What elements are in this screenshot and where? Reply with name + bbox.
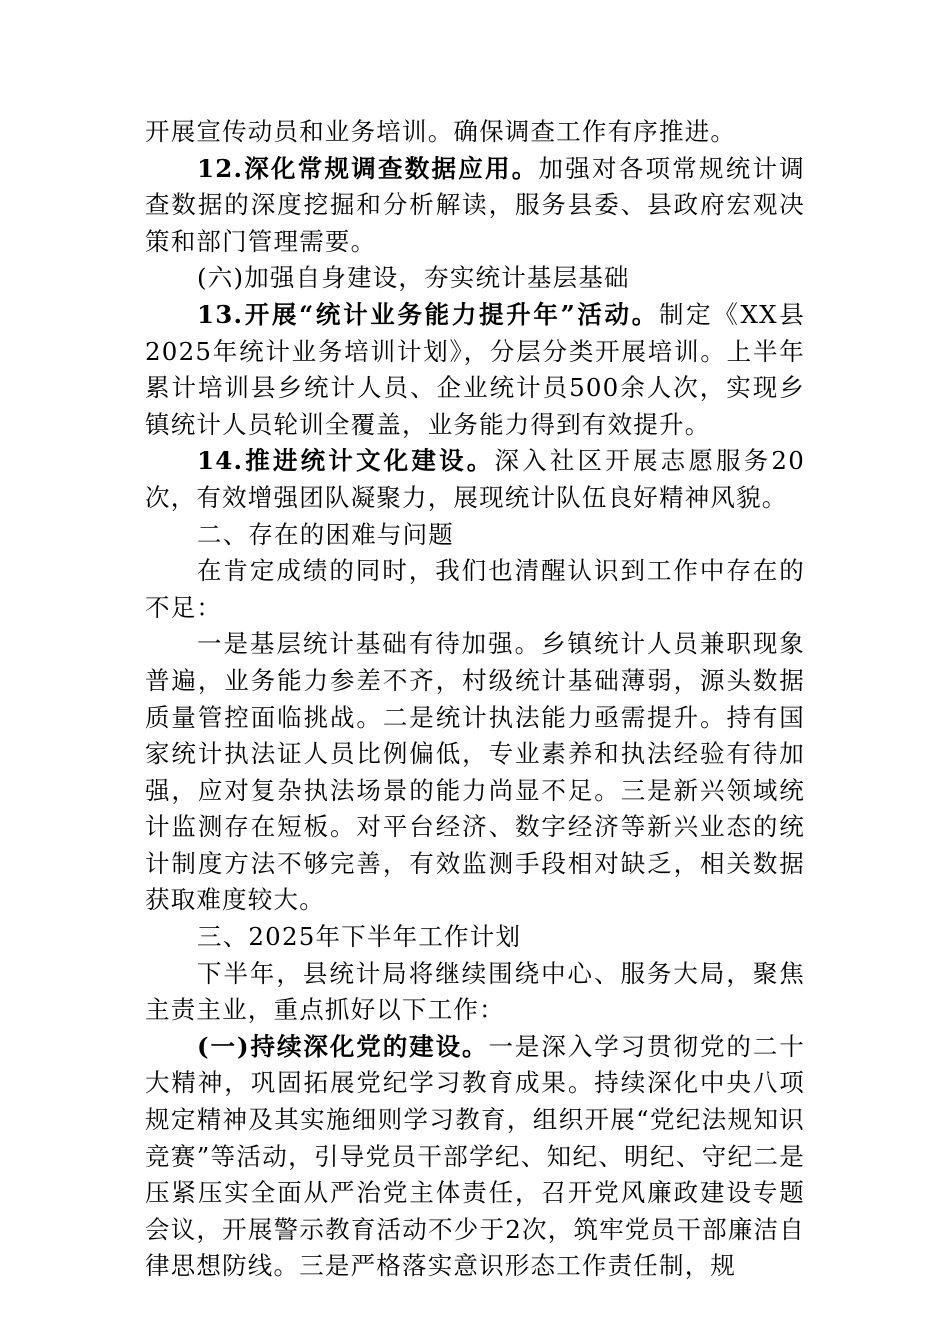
paragraph-text: 一是深入学习贯彻党的二十大精神，巩固拓展党纪学习教育成果。持续深化中央八项规定精神及其实施细则学习教育，组织开展“党纪法规知识竞赛”等活动，引导党员干部学纪、知纪、明纪、守纪二是压紧压实全面从严治党主体责任，召开党风廉政建设专题会议，开展警示教育活动不少于2次，筑牢党员干部廉洁自律思想防线。三是严格落实意识形态工作责任制，规	[145, 1031, 805, 1281]
paragraph-1	[145, 114, 805, 151]
paragraph-2	[145, 151, 805, 261]
paragraph-text: 加强对各项常规统计调查数据的深度挖掘和分析解读，服务县委、县政府宏观决策和部门管理需要。	[145, 153, 805, 256]
paragraph-7	[145, 956, 805, 1029]
paragraph-4	[145, 443, 805, 516]
section-heading-3	[145, 919, 805, 956]
paragraph-lead: 13.开展“统计业务能力提升年”活动。	[197, 299, 659, 329]
document-body	[145, 114, 805, 1285]
paragraph-lead: (一)持续深化党的建设。	[197, 1031, 489, 1061]
paragraph-lead: 12.深化常规调查数据应用。	[197, 153, 539, 183]
paragraph-5	[145, 553, 805, 626]
paragraph-text: 开展宣传动员和业务培训。确保调查工作有序推进。	[145, 117, 737, 146]
paragraph-text: 下半年，县统计局将继续围绕中心、服务大局，聚焦主责主业，重点抓好以下工作：	[145, 958, 805, 1025]
paragraph-text: 二、存在的困难与问题	[197, 519, 454, 549]
paragraph-8	[145, 1029, 805, 1285]
paragraph-lead: 14.推进统计文化建设。	[197, 446, 495, 476]
paragraph-text: 三、2025年下半年工作计划	[197, 922, 522, 952]
paragraph-text: 在肯定成绩的同时，我们也清醒认识到工作中存在的不足：	[145, 556, 805, 622]
paragraph-text: (六)加强自身建设，夯实统计基层基础	[197, 263, 630, 293]
paragraph-text: 一是基层统计基础有待加强。乡镇统计人员兼职现象普遍，业务能力参差不齐，村级统计基础薄弱，源头数据质量管控面临挑战。二是统计执法能力亟需提升。持有国家统计执法证人员比例偏低，专业素养和执法经验有待加强，应对复杂执法场景的能力尚显不足。三是新兴领域统计监测存在短板。对平台经济、数字经济等新兴业态的统计制度方法不够完善，有效监测手段相对缺乏，相关数据获取难度较大。	[145, 629, 805, 915]
section-heading-2	[145, 517, 805, 554]
paragraph-text: 深入社区开展志愿服务20次，有效增强团队凝聚力，展现统计队伍良好精神风貌。	[145, 446, 805, 512]
paragraph-text: 制定《XX县2025年统计业务培训计划》，分层分类开展培训。上半年累计培训县乡统计人员、企业统计员500余人次，实现乡镇统计人员轮训全覆盖，业务能力得到有效提升。	[145, 299, 805, 439]
paragraph-6	[145, 626, 805, 919]
paragraph-3	[145, 297, 805, 443]
section-heading-6	[145, 260, 805, 297]
